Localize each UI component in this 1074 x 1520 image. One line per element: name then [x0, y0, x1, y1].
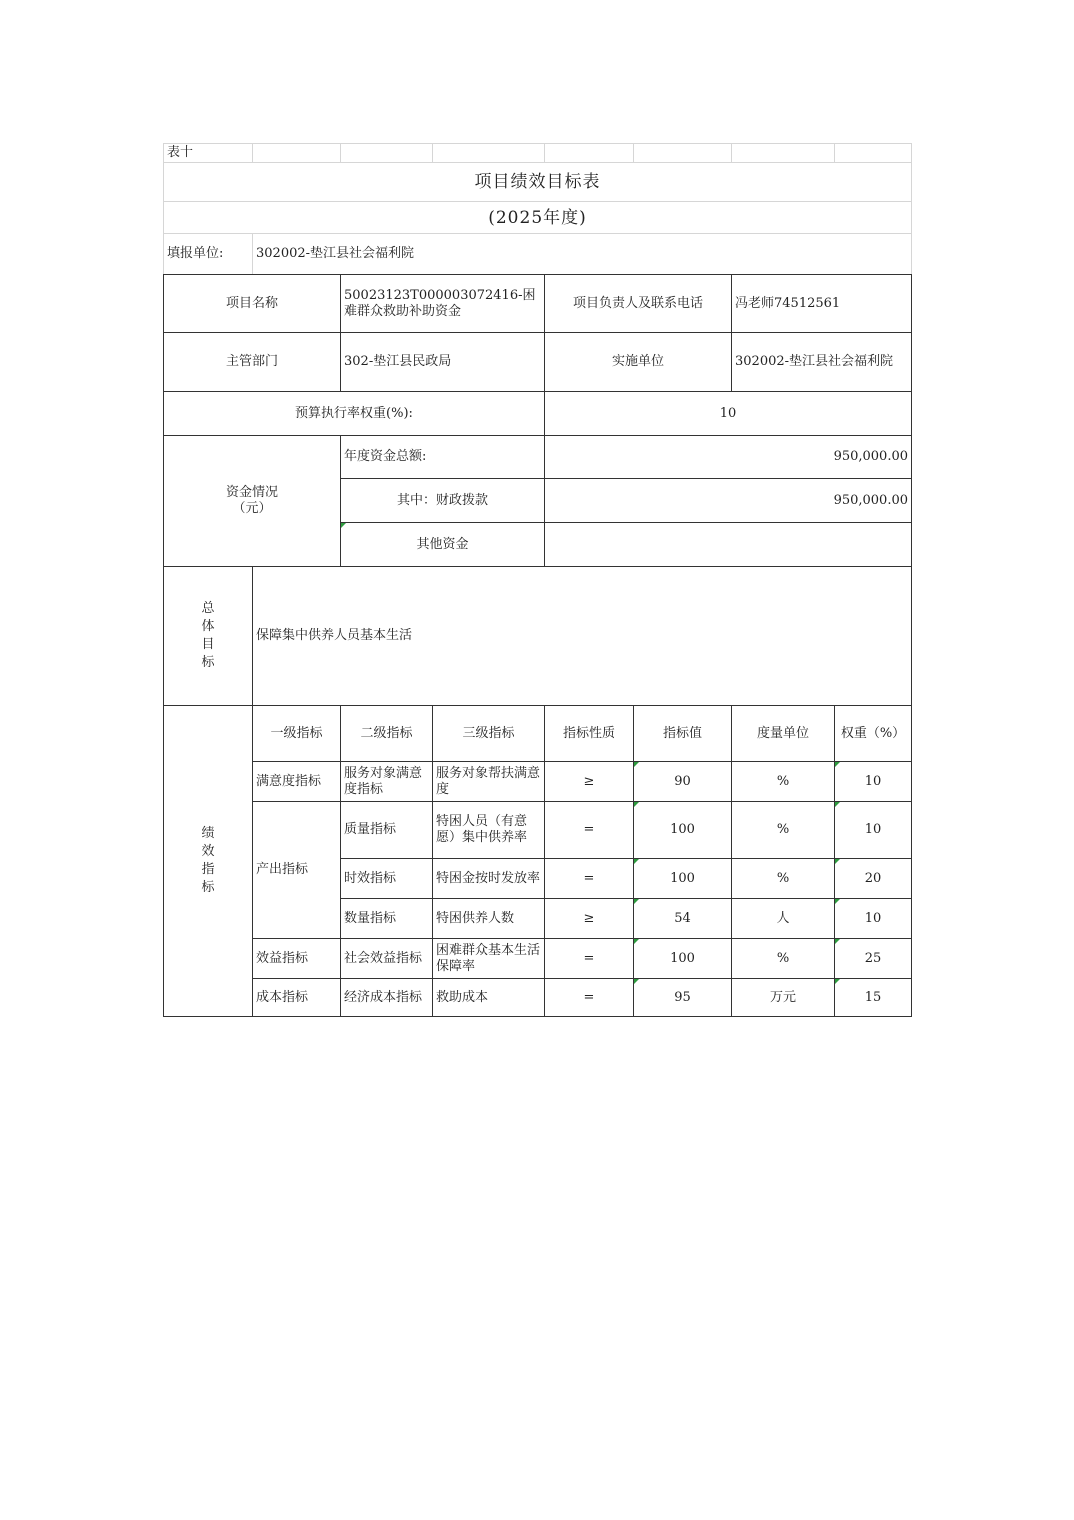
header-nature: 指标性质 [545, 706, 634, 762]
project-name-label: 项目名称 [164, 275, 341, 333]
funds-total-value: 950,000.00 [545, 436, 912, 479]
row-nature: ≥ [545, 899, 634, 939]
funds-label-text: 资金情况（元） [225, 485, 278, 516]
header-unit: 度量单位 [732, 706, 835, 762]
table-row [164, 762, 912, 802]
row-level2: 社会效益指标 [341, 939, 433, 979]
row-weight: 10 [835, 899, 912, 939]
row-unit: % [732, 802, 835, 859]
row-level2: 时效指标 [341, 859, 433, 899]
row-value: 100 [634, 939, 732, 979]
goal-value: 保障集中供养人员基本生活 [253, 567, 912, 706]
header-value: 指标值 [634, 706, 732, 762]
funds-other-label: 其他资金 [341, 523, 545, 567]
row-level1: 满意度指标 [253, 762, 341, 802]
row-value: 90 [634, 762, 732, 802]
row-weight: 15 [835, 979, 912, 1017]
budget-weight-value: 10 [545, 392, 912, 436]
row-level2: 质量指标 [341, 802, 433, 859]
perf-label-text: 绩效指标 [201, 826, 215, 895]
row-level3: 服务对象帮扶满意度 [433, 762, 545, 802]
row-weight: 10 [835, 762, 912, 802]
row-level3: 特困金按时发放率 [433, 859, 545, 899]
dept-value: 302-垫江县民政局 [341, 333, 545, 392]
funds-fiscal-label: 其中：财政拨款 [341, 479, 545, 523]
perf-label [164, 706, 253, 1017]
row-unit: % [732, 939, 835, 979]
header-level2: 二级指标 [341, 706, 433, 762]
row-level1: 产出指标 [253, 802, 341, 939]
row-weight: 10 [835, 802, 912, 859]
budget-weight-label: 预算执行率权重(%): [164, 392, 545, 436]
row-unit: % [732, 762, 835, 802]
row-level2: 数量指标 [341, 899, 433, 939]
header-level3: 三级指标 [433, 706, 545, 762]
row-level1: 效益指标 [253, 939, 341, 979]
row-level3: 特困供养人数 [433, 899, 545, 939]
table-row [164, 939, 912, 979]
row-weight: 25 [835, 939, 912, 979]
row-unit: 人 [732, 899, 835, 939]
table-row [164, 802, 912, 859]
row-level1: 成本指标 [253, 979, 341, 1017]
performance-target-table [163, 143, 912, 1017]
header-level1: 一级指标 [253, 706, 341, 762]
page-title: 项目绩效目标表 [164, 163, 912, 202]
row-level3: 困难群众基本生活保障率 [433, 939, 545, 979]
filler-label: 填报单位: [164, 234, 253, 275]
row-level3: 特困人员（有意愿）集中供养率 [433, 802, 545, 859]
funds-fiscal-value: 950,000.00 [545, 479, 912, 523]
contact-value: 冯老师74512561 [732, 275, 912, 333]
row-level2: 经济成本指标 [341, 979, 433, 1017]
filler-value: 302002-垫江县社会福利院 [253, 234, 912, 275]
row-level2: 服务对象满意度指标 [341, 762, 433, 802]
row-nature: = [545, 939, 634, 979]
row-value: 95 [634, 979, 732, 1017]
funds-label [164, 436, 341, 567]
contact-label: 项目负责人及联系电话 [545, 275, 732, 333]
row-weight: 20 [835, 859, 912, 899]
goal-label [164, 567, 253, 706]
row-nature: ≥ [545, 762, 634, 802]
table-number: 表十 [164, 144, 253, 163]
row-nature: = [545, 979, 634, 1017]
row-nature: = [545, 859, 634, 899]
performance-target-sheet [163, 143, 911, 1017]
row-level3: 救助成本 [433, 979, 545, 1017]
row-unit: % [732, 859, 835, 899]
row-unit: 万元 [732, 979, 835, 1017]
header-weight: 权重（%） [835, 706, 912, 762]
impl-label: 实施单位 [545, 333, 732, 392]
funds-total-label: 年度资金总额: [341, 436, 545, 479]
dept-label: 主管部门 [164, 333, 341, 392]
row-value: 54 [634, 899, 732, 939]
row-value: 100 [634, 802, 732, 859]
table-row [164, 979, 912, 1017]
year-subtitle: (2025年度) [164, 202, 912, 234]
funds-other-value [545, 523, 912, 567]
row-value: 100 [634, 859, 732, 899]
goal-label-text: 总体目标 [201, 601, 215, 670]
impl-value: 302002-垫江县社会福利院 [732, 333, 912, 392]
row-nature: = [545, 802, 634, 859]
project-name-value: 50023123T000003072416-困难群众救助补助资金 [341, 275, 545, 333]
